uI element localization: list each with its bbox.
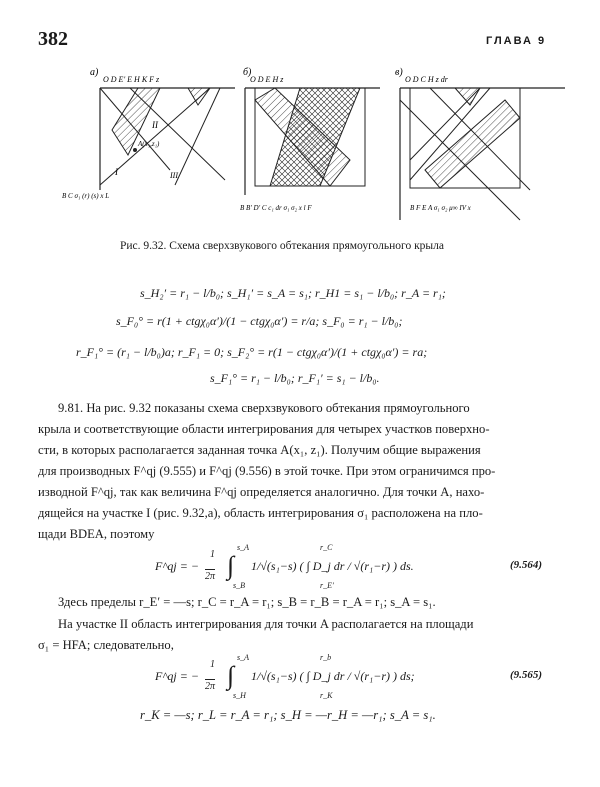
panel-a <box>62 67 235 200</box>
page-number: 382 <box>38 28 68 50</box>
para2-line-2: σ₁ = HFA; следовательно, <box>38 638 174 652</box>
eq564-int-upper: s_A <box>237 543 249 552</box>
para-line-7: щади BDEA, поэтому <box>38 527 155 541</box>
formula-line-2: s_F₀° = r(1 + ctgχ₀α′)/(1 − ctgχ₀α′) = r/a; s_F₀ = r₁ − l/b₀; <box>116 314 403 328</box>
eq564-body: 1/√(s₁−s) ( ∫ D_j dr / √(r₁−r) ) ds. <box>251 559 414 573</box>
chapter-header: ГЛАВА 9 <box>486 35 547 47</box>
equation-9-564 <box>155 545 565 593</box>
panel-b <box>240 67 380 212</box>
panel-a-side-labels: B C σ₁ (r) (s) x L <box>62 192 110 200</box>
para-line-3: сти, в которых располагается заданная точка A(x₁, z₁). Получим общие выражения <box>38 443 481 457</box>
panel-c-top-letters: O D C H z dr <box>405 75 448 84</box>
para-line-4: для производных F^qj (9.555) и F^qj (9.556) в этой точке. При этом ограничимся про- <box>38 464 496 478</box>
formula-line-3: r_F₁° = (r₁ − l/b₀)a; r_F₁ = 0; s_F₂° = r(1 − ctgχ₀α′)/(1 + ctgχ₀α′) = ra; <box>76 345 428 359</box>
figure-9-32 <box>60 60 580 230</box>
panel-a-label: а) <box>90 67 99 78</box>
eq565-int-lower: s_H <box>233 691 246 700</box>
formula-line-1: s_H₂′ = r₁ − l/b₀; s_H₁′ = s_A = s₁; r_H1 = s₁ − l/b₀; r_A = r₁; <box>140 286 446 300</box>
integral-outer-2: ∫ <box>227 661 235 690</box>
eq564-number: (9.564) <box>510 559 543 571</box>
eq565-frac-num: 1 <box>210 659 215 670</box>
eq565-body: 1/√(s₁−s) ( ∫ D_j dr / √(r₁−r) ) ds; <box>251 669 415 683</box>
panel-a-region-1: I <box>115 167 118 177</box>
equation-9-565 <box>155 655 565 703</box>
panel-c-side-labels: B F E A σ₁ σ₂ μ∞ IV x <box>410 204 471 212</box>
eq565-lhs: F^qj = − <box>155 669 199 683</box>
eq564-inner-lower: r_E′ <box>320 581 334 590</box>
panel-a-region-2: II <box>152 120 158 130</box>
para-line-1: 9.81. На рис. 9.32 показаны схема сверхзвукового обтекания прямоугольного <box>58 401 470 415</box>
para2-line-1: На участке II область интегрирования для точки A располагается на площади <box>58 617 474 631</box>
panel-a-top-letters: O D E' E H K F z <box>103 75 160 84</box>
eq564-frac-den: 2π <box>205 571 216 582</box>
para-line-5: изводной F^qj, так как величина F^qj определяется аналогично. Для точки A, нахо- <box>38 485 485 499</box>
integral-outer: ∫ <box>227 551 235 580</box>
eq564-int-lower: s_B <box>233 581 245 590</box>
eq564-lhs: F^qj = − <box>155 559 199 573</box>
eq565-frac-den: 2π <box>205 681 216 692</box>
panel-a-region-3: III <box>170 171 178 180</box>
panel-b-side-labels: B B' D' C c₁ dr σ₁ σ₂ x l F <box>240 204 312 212</box>
para-line-6: дящейся на участке I (рис. 9.32,а), область интегрирования σ₁ расположена на пло- <box>38 506 483 520</box>
panel-a-point-label: A(x₁,z₁) <box>138 140 160 148</box>
eq565-inner-upper: r_b <box>320 653 332 662</box>
panel-b-label: б) <box>243 67 252 78</box>
formula-line-4: s_F₁° = r₁ − l/b₀; r_F₁′ = s₁ − l/b₀. <box>210 371 380 385</box>
eq565-inner-lower: r_K <box>320 691 333 700</box>
panel-b-top-letters: O D E H z <box>250 75 284 84</box>
limits-line-1: Здесь пределы r_E′ = —s; r_C = r_A = r₁; s_B = r_B = r_A = r₁; s_A = s₁. <box>58 595 436 609</box>
eq564-inner-upper: r_C <box>320 543 333 552</box>
para-line-2: крыла и соответствующие области интегрирования для четырех участков поверхно- <box>38 422 490 436</box>
panel-c-label: в) <box>395 67 403 78</box>
limits-line-2: r_K = —s; r_L = r_A = r₁; s_H = —r_H = —r₁; s_A = s₁. <box>140 708 436 722</box>
eq564-frac-num: 1 <box>210 549 215 560</box>
eq565-int-upper: s_A <box>237 653 249 662</box>
figure-caption: Рис. 9.32. Схема сверхзвукового обтекания прямоугольного крыла <box>120 240 444 252</box>
eq565-number: (9.565) <box>510 669 543 681</box>
panel-c <box>395 67 565 220</box>
